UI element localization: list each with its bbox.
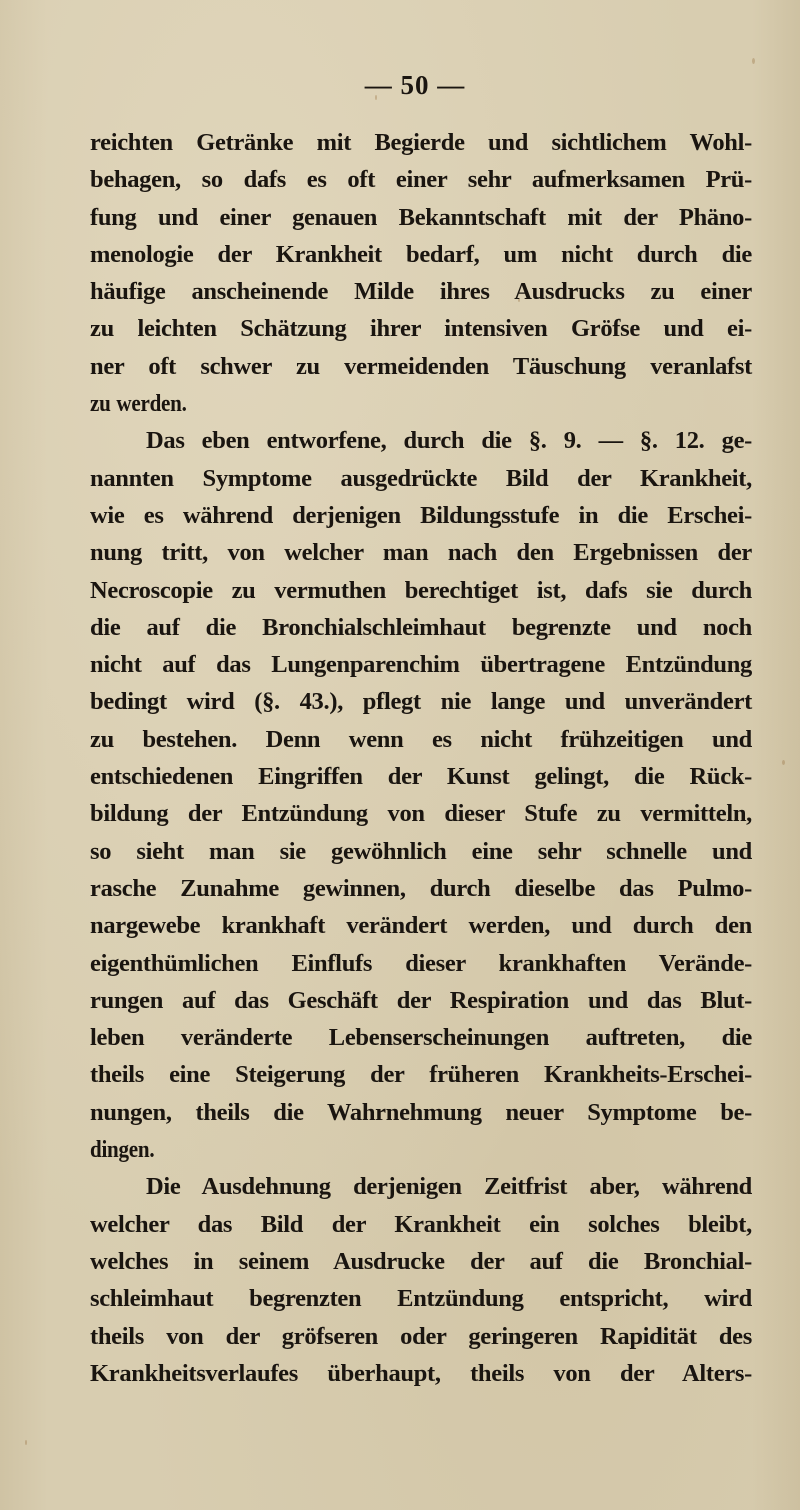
- text-line: entschiedenen Eingriffen der Kunst gelingt, die Rück-: [90, 763, 752, 791]
- paper-stain: [752, 58, 755, 64]
- text-line: dingen.: [90, 1136, 155, 1164]
- text-line: ner oft schwer zu vermeidenden Täuschung veranlafst: [90, 352, 752, 380]
- text-line: behagen, so dafs es oft einer sehr aufmerksamen Prü-: [90, 166, 752, 194]
- text-line: eigenthümlichen Einflufs dieser krankhaften Verände-: [90, 949, 752, 977]
- text-line: Das eben entworfene, durch die §. 9. — §. 12. ge-: [146, 427, 752, 455]
- text-line: Necroscopie zu vermuthen berechtiget ist, dafs sie durch: [90, 576, 752, 604]
- text-line: nicht auf das Lungenparenchim übertragene Entzündung: [90, 651, 752, 679]
- text-line: bildung der Entzündung von dieser Stufe zu vermitteln,: [90, 800, 752, 828]
- text-line: zu bestehen. Denn wenn es nicht frühzeitigen und: [90, 725, 752, 753]
- text-line: die auf die Bronchialschleimhaut begrenzte und noch: [90, 613, 752, 641]
- text-line: theils eine Steigerung der früheren Krankheits-Erschei-: [90, 1061, 752, 1089]
- text-line: welches in seinem Ausdrucke der auf die Bronchial-: [90, 1247, 752, 1275]
- paper-stain: [782, 760, 785, 765]
- text-line: menologie der Krankheit bedarf, um nicht durch die: [90, 240, 752, 268]
- text-line: nungen, theils die Wahrnehmung neuer Symptome be-: [90, 1098, 752, 1126]
- text-line: theils von der gröfseren oder geringeren Rapidität des: [90, 1322, 752, 1350]
- text-line: rungen auf das Geschäft der Respiration und das Blut-: [90, 986, 752, 1014]
- text-line: nannten Symptome ausgedrückte Bild der Krankheit,: [90, 464, 752, 492]
- text-line: zu leichten Schätzung ihrer intensiven Gröfse und ei-: [90, 315, 752, 343]
- paper-stain: [25, 1440, 27, 1445]
- text-line: zu werden.: [90, 390, 187, 418]
- text-line: Die Ausdehnung derjenigen Zeitfrist aber, während: [146, 1173, 752, 1201]
- text-line: nargewebe krankhaft verändert werden, und durch den: [90, 912, 752, 940]
- text-line: häufige anscheinende Milde ihres Ausdrucks zu einer: [90, 278, 752, 306]
- text-line: so sieht man sie gewöhnlich eine sehr schnelle und: [90, 837, 752, 865]
- text-line: wie es während derjenigen Bildungsstufe in die Erschei-: [90, 501, 752, 529]
- text-line: welcher das Bild der Krankheit ein solches bleibt,: [90, 1210, 752, 1238]
- text-line: Krankheitsverlaufes überhaupt, theils von der Alters-: [90, 1359, 752, 1387]
- text-line: bedingt wird (§. 43.), pflegt nie lange und unverändert: [90, 688, 752, 716]
- text-line: nung tritt, von welcher man nach den Ergebnissen der: [90, 539, 752, 567]
- body-text: [90, 124, 752, 1392]
- text-line: rasche Zunahme gewinnen, durch dieselbe das Pulmo-: [90, 874, 752, 902]
- text-line: reichten Getränke mit Begierde und sichtlichem Wohl-: [90, 129, 752, 156]
- text-line: schleimhaut begrenzten Entzündung entspricht, wird: [90, 1285, 752, 1313]
- text-line: leben veränderte Lebenserscheinungen auftreten, die: [90, 1024, 752, 1052]
- page-number: — 50 —: [364, 70, 466, 100]
- text-line: fung und einer genauen Bekanntschaft mit der Phäno-: [90, 203, 752, 231]
